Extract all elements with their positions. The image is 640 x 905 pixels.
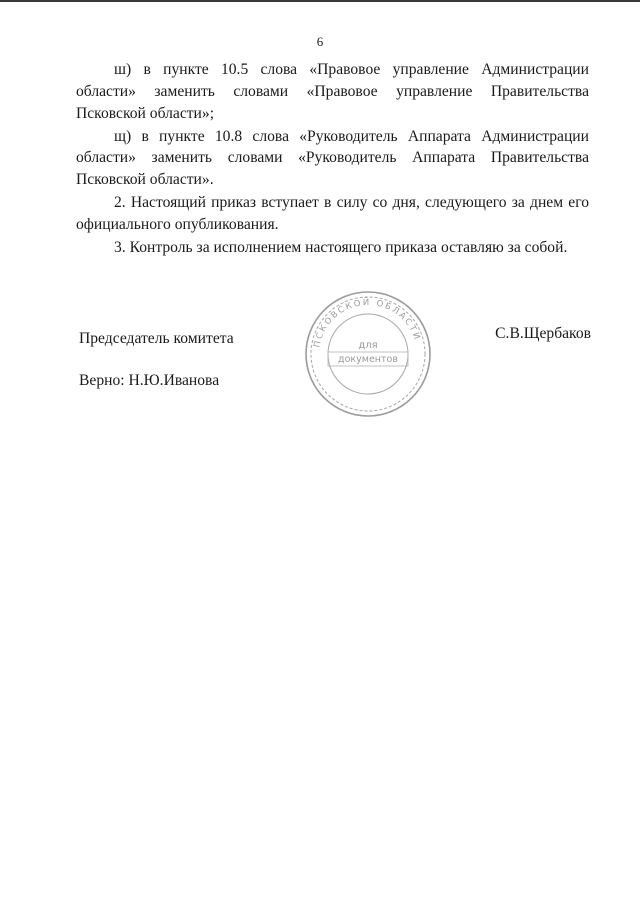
paragraph-clause-2: 2. Настоящий приказ вступает в силу со дня, следующего за днем его официального опубликования. [76, 194, 589, 233]
paragraph-clause-3: 3. Контроль за исполнением настоящего приказа оставляю за собой. [114, 238, 568, 256]
seal-icon [304, 290, 432, 418]
signatory-name: С.В.Щербаков [495, 325, 591, 342]
signatory-position: Председатель комитета [79, 330, 234, 347]
official-seal-stamp [304, 290, 432, 418]
seal-ring-text: ПСКОВСКОЙ ОБЛАСТИ [312, 297, 423, 349]
paragraph-item-sh: ш) в пункте 10.5 слова «Правовое управление Администрации области» заменить словами «Правовое управление Правительства Псковской области»; [76, 61, 589, 122]
seal-center-line-1: для [358, 340, 378, 351]
top-edge-rule [0, 0, 640, 2]
certified-copy-note: Верно: Н.Ю.Иванова [79, 372, 220, 389]
page-number: 6 [316, 34, 324, 49]
paragraph-item-shch: щ) в пункте 10.8 слова «Руководитель Аппарата Администрации области» заменить словами «Руководитель Аппарата Правительства Псковской области». [76, 127, 589, 189]
seal-center-line-2: документов [338, 354, 398, 365]
document-body [76, 59, 589, 260]
